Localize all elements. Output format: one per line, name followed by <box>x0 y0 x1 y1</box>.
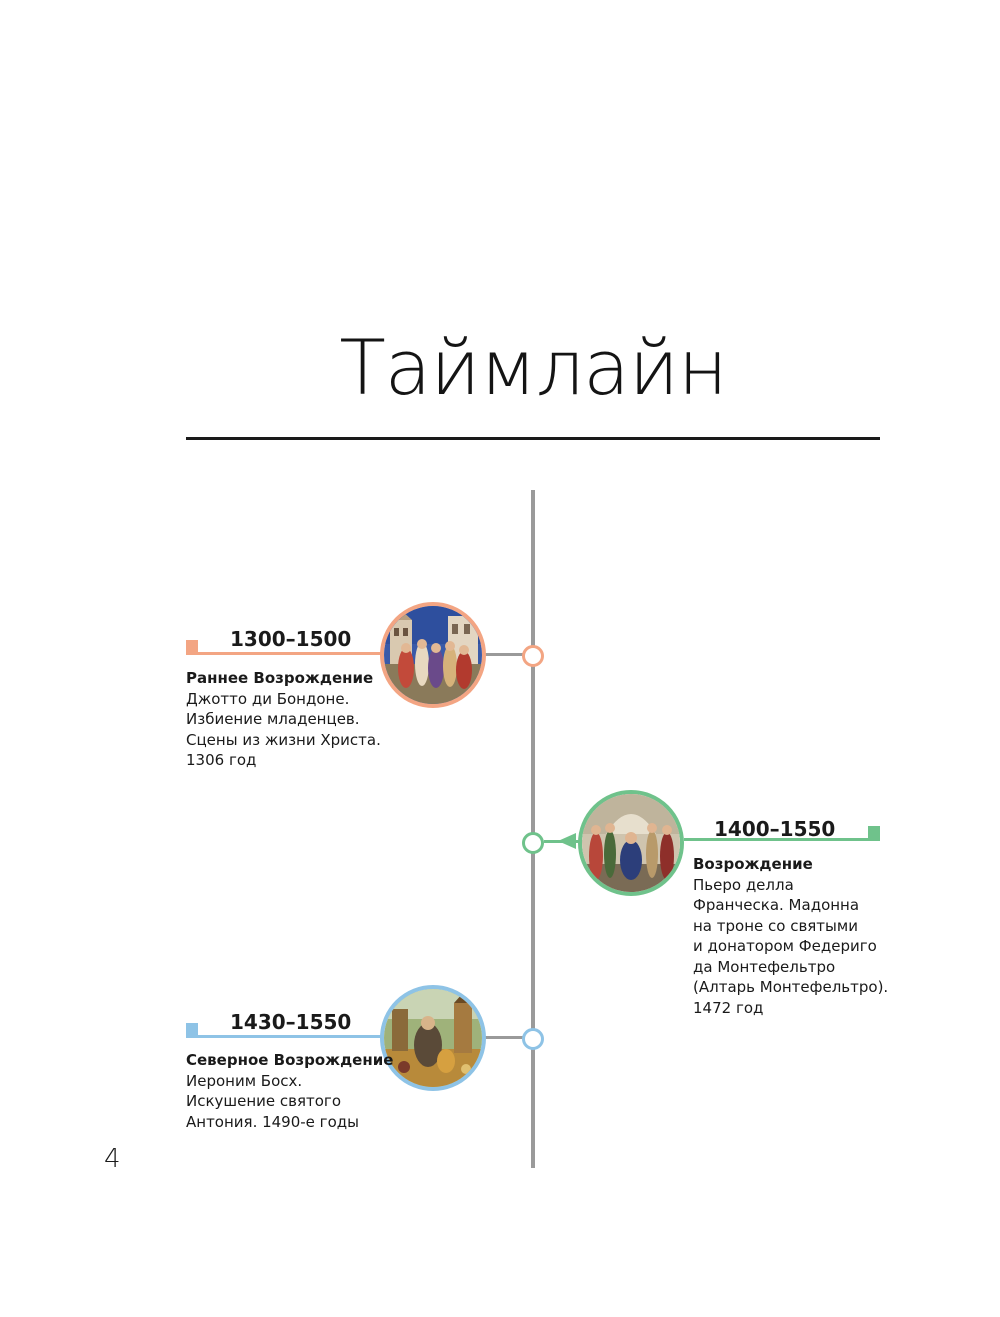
painting-thumbnail-icon <box>384 606 482 704</box>
entry-line: Иероним Босх. <box>186 1071 303 1090</box>
entry-title: Раннее Возрождение <box>186 669 374 687</box>
medallion-image <box>578 790 684 896</box>
page-title: Таймлайн <box>339 323 727 412</box>
entry-line: Антония. 1490-е годы <box>186 1112 359 1131</box>
bracket-flag <box>868 826 880 838</box>
entry-line: да Монтефельтро <box>693 957 836 976</box>
timeline-node <box>522 645 544 667</box>
bracket-flag <box>186 1023 198 1035</box>
entry-line: и донатором Федериго <box>693 937 877 955</box>
painting-thumbnail-icon <box>582 794 680 892</box>
date-range: 1430–1550 <box>230 1010 352 1034</box>
timeline-node <box>522 832 544 854</box>
entry-description <box>186 668 381 771</box>
bracket-line <box>186 652 382 655</box>
entry-line: Искушение святого <box>186 1092 341 1110</box>
date-range: 1300–1500 <box>230 627 352 651</box>
connector-line <box>484 653 524 656</box>
entry-title: Возрождение <box>693 855 813 873</box>
entry-line: Пьеро делла <box>693 875 794 894</box>
bracket-line <box>186 1035 382 1038</box>
title-rule <box>186 437 880 440</box>
entry-line: 1306 год <box>186 751 257 769</box>
entry-line: 1472 год <box>693 998 764 1017</box>
entry-description <box>186 1050 393 1132</box>
entry-description <box>693 854 888 1018</box>
connector-line <box>484 1036 524 1039</box>
page-number: 4 <box>104 1144 121 1174</box>
entry-line: Джотто ди Бондоне. <box>186 689 350 708</box>
medallion-image <box>380 602 486 708</box>
entry-line: Избиение младенцев. <box>186 710 360 728</box>
medallion-image <box>380 985 486 1091</box>
date-range: 1400–1550 <box>714 817 836 841</box>
painting-thumbnail-icon <box>384 989 482 1087</box>
entry-line: на троне со святыми <box>693 916 858 935</box>
timeline-node <box>522 1028 544 1050</box>
entry-line: (Алтарь Монтефельтро). <box>693 978 889 996</box>
entry-line: Сцены из жизни Христа. <box>186 730 381 749</box>
connector-arrow <box>558 833 576 849</box>
entry-title: Северное Возрождение <box>186 1051 394 1069</box>
entry-line: Франческа. Мадонна <box>693 896 860 914</box>
timeline-axis <box>531 490 535 1168</box>
bracket-flag <box>186 640 198 652</box>
